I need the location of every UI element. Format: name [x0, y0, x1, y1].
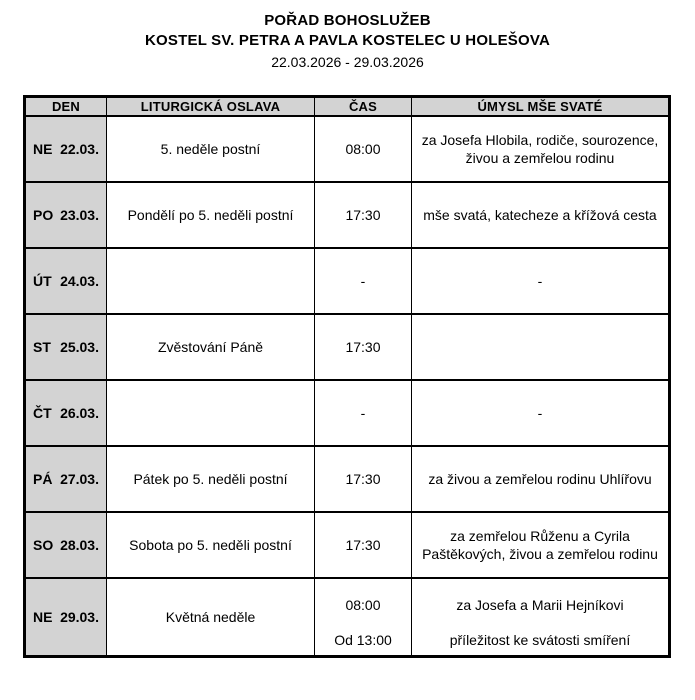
day-cell	[25, 248, 107, 314]
day-abbrev: SO	[33, 537, 54, 553]
day-date: 26.03.	[60, 405, 99, 421]
page-subtitle: KOSTEL SV. PETRA A PAVLA KOSTELEC U HOLEŠOVA	[145, 32, 550, 49]
day-cell	[25, 116, 107, 182]
celebration-cell: Květná neděle	[107, 578, 315, 657]
column-header-intention: ÚMYSL MŠE SVATÉ	[412, 97, 670, 117]
day-date: 29.03.	[60, 609, 99, 625]
day-cell	[25, 446, 107, 512]
day-abbrev: PÁ	[33, 471, 53, 487]
time-cell: -	[315, 248, 412, 314]
intention-cell: mše svatá, katecheze a křížová cesta	[412, 182, 670, 248]
time-cell: 17:30	[315, 182, 412, 248]
day-abbrev: NE	[33, 609, 53, 625]
column-header-celebration: LITURGICKÁ OSLAVA	[107, 97, 315, 117]
table-row	[25, 182, 670, 248]
schedule-table-body	[25, 116, 670, 657]
table-row	[25, 116, 670, 182]
table-row	[25, 578, 670, 657]
day-abbrev: NE	[33, 141, 53, 157]
intention-cell: -	[412, 380, 670, 446]
time-cell: 17:30	[315, 512, 412, 578]
intention-cell: za Josefa a Marii Hejníkovi příležitost ke svátosti smíření	[412, 578, 670, 657]
table-row	[25, 314, 670, 380]
day-abbrev: ST	[33, 339, 51, 355]
schedule-table-header	[25, 97, 670, 117]
celebration-cell: Pondělí po 5. neděli postní	[107, 182, 315, 248]
time-cell: 08:00	[315, 116, 412, 182]
day-date: 27.03.	[60, 471, 99, 487]
column-header-time: ČAS	[315, 97, 412, 117]
time-cell: 08:00 Od 13:00	[315, 578, 412, 657]
time-cell: 17:30	[315, 446, 412, 512]
intention-cell	[412, 314, 670, 380]
celebration-cell	[107, 248, 315, 314]
day-cell	[25, 182, 107, 248]
column-header-day: DEN	[25, 97, 107, 117]
time-cell: 17:30	[315, 314, 412, 380]
day-date: 25.03.	[60, 339, 99, 355]
table-row	[25, 512, 670, 578]
celebration-cell: Sobota po 5. neděli postní	[107, 512, 315, 578]
day-date: 23.03.	[60, 207, 99, 223]
intention-cell: za Josefa Hlobila, rodiče, sourozence, živou a zemřelou rodinu	[412, 116, 670, 182]
intention-cell: za zemřelou Růženu a Cyrila Paštěkových, živou a zemřelou rodinu	[412, 512, 670, 578]
day-cell	[25, 578, 107, 657]
day-cell	[25, 380, 107, 446]
day-abbrev: ČT	[33, 405, 52, 421]
day-date: 24.03.	[60, 273, 99, 289]
time-cell: -	[315, 380, 412, 446]
table-row	[25, 248, 670, 314]
celebration-cell: Zvěstování Páně	[107, 314, 315, 380]
day-date: 22.03.	[60, 141, 99, 157]
celebration-cell: 5. neděle postní	[107, 116, 315, 182]
day-date: 28.03.	[60, 537, 99, 553]
intention-cell: -	[412, 248, 670, 314]
day-cell	[25, 314, 107, 380]
day-abbrev: ÚT	[33, 273, 52, 289]
schedule-table	[23, 95, 671, 658]
celebration-cell	[107, 380, 315, 446]
table-row	[25, 446, 670, 512]
date-range: 22.03.2026 - 29.03.2026	[271, 54, 424, 70]
document-header	[0, 11, 695, 72]
page-title: POŘAD BOHOSLUŽEB	[264, 12, 431, 29]
day-cell	[25, 512, 107, 578]
celebration-cell: Pátek po 5. neděli postní	[107, 446, 315, 512]
table-row	[25, 380, 670, 446]
intention-cell: za živou a zemřelou rodinu Uhlířovu	[412, 446, 670, 512]
day-abbrev: PO	[33, 207, 54, 223]
